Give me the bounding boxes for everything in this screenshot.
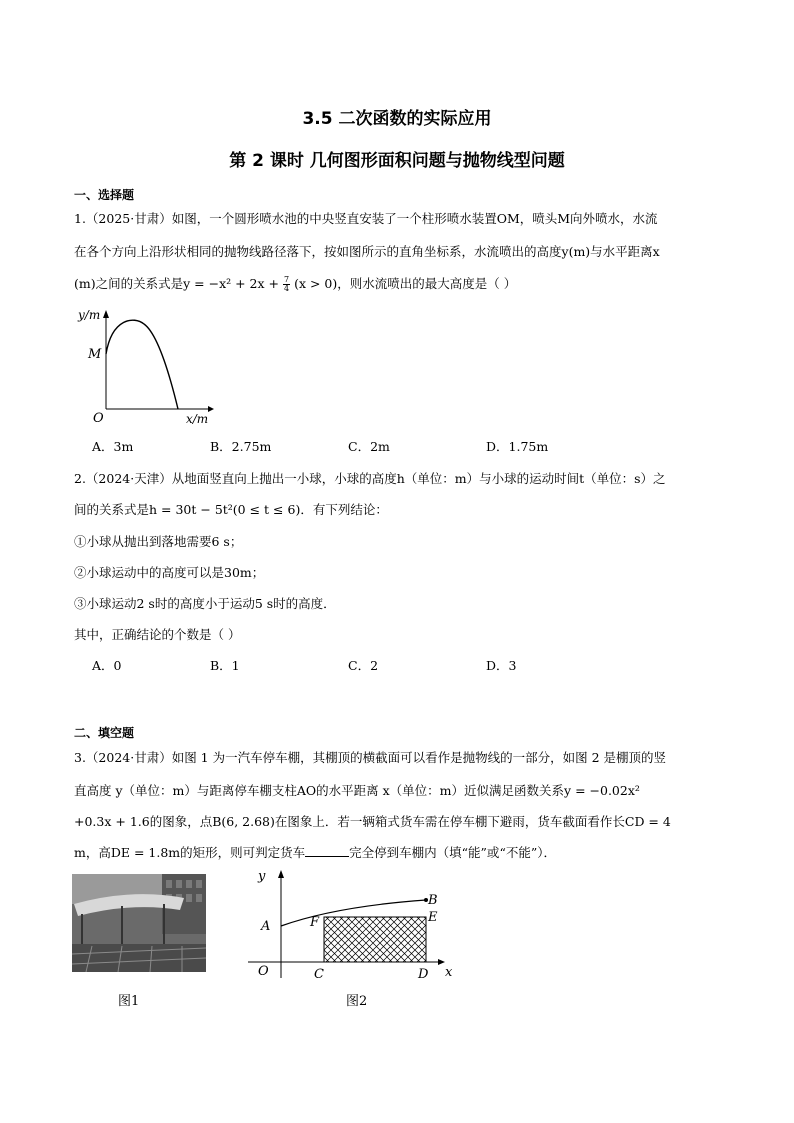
q1-option-c[interactable]: C．2m bbox=[348, 439, 390, 454]
q3-line4 bbox=[74, 843, 556, 861]
q2-option-b[interactable]: B．1 bbox=[210, 658, 240, 673]
fig2-x-label: x bbox=[445, 965, 453, 980]
page-title: 3.5 二次函数的实际应用 bbox=[302, 109, 492, 129]
point-B-label: B bbox=[428, 893, 438, 908]
q2-option-a[interactable]: A．0 bbox=[92, 658, 122, 673]
fig2-y-label: y bbox=[258, 869, 266, 884]
section-heading-choice: 一、选择题 bbox=[74, 188, 135, 202]
q1-option-b[interactable]: B．2.75m bbox=[210, 439, 272, 454]
q1-frac-num: 7 bbox=[283, 275, 290, 284]
q2-conclusion-2: ②小球运动中的高度可以是30m； bbox=[74, 565, 265, 580]
point-C-label: C bbox=[314, 967, 324, 982]
q2-option-c[interactable]: C．2 bbox=[348, 658, 379, 673]
fig2-origin-label: O bbox=[258, 964, 269, 979]
origin-label: O bbox=[93, 411, 104, 426]
truck-rectangle bbox=[324, 917, 426, 962]
point-E-label: E bbox=[428, 910, 438, 925]
y-axis-label: y/m bbox=[78, 308, 101, 322]
x-axis-label: x/m bbox=[186, 412, 209, 426]
q1-line2: 在各个方向上沿形状相同的抛物线路径落下，按如图所示的直角坐标系，水流喷出的高度y(m)与水平距离x bbox=[74, 244, 660, 259]
q1-frac-den: 4 bbox=[283, 284, 290, 293]
fig2-y-arrow bbox=[278, 870, 284, 878]
q3-line4-post: 完全停到车棚内（填“能”或“不能”）． bbox=[349, 845, 556, 860]
q3-figure2 bbox=[240, 866, 460, 984]
q1-line3 bbox=[74, 274, 516, 293]
lesson-subtitle: 第 2 课时 几何图形面积问题与抛物线型问题 bbox=[229, 151, 565, 171]
q1-option-d[interactable]: D．1.75m bbox=[486, 439, 549, 454]
q3-line1: 3.（2024·甘肃）如图 1 为一汽车停车棚，其棚顶的横截面可以看作是抛物线的一部分，如图 2 是棚顶的竖 bbox=[74, 750, 667, 765]
q2-question: 其中，正确结论的个数是（ ） bbox=[74, 627, 241, 642]
x-axis-arrow bbox=[208, 406, 214, 412]
q2-line1: 2.（2024·天津）从地面竖直向上抛出一小球，小球的高度h（单位：m）与小球的运动时间t（单位：s）之 bbox=[74, 471, 666, 486]
q2-line2: 间的关系式是h = 30t − 5t²(0 ≤ t ≤ 6)．有下列结论： bbox=[74, 502, 388, 517]
q1-option-a[interactable]: A．3m bbox=[92, 439, 134, 454]
point-A-label: A bbox=[261, 919, 271, 934]
q1-line1: 1.（2025·甘肃）如图，一个圆形喷水池的中央竖直安装了一个柱形喷水装置OM，喷头M向外喷水，水流 bbox=[74, 211, 658, 226]
figure1-caption: 图1 bbox=[118, 994, 140, 1009]
fig2-x-arrow bbox=[438, 959, 445, 965]
q2-conclusion-3: ③小球运动2 s时的高度小于运动5 s时的高度． bbox=[74, 596, 336, 611]
q3-line2: 直高度 y（单位：m）与距离停车棚支柱AO的水平距离 x（单位：m）近似满足函数关系y = −0.02x² bbox=[74, 783, 640, 798]
carport-photo bbox=[72, 874, 206, 972]
y-axis-arrow bbox=[103, 310, 109, 318]
q2-conclusion-1: ①小球从抛出到落地需要6 s； bbox=[74, 534, 243, 549]
q3-answer-blank[interactable] bbox=[305, 846, 349, 857]
q1-line3-pre: (m)之间的关系式是y = −x² + 2x + bbox=[74, 276, 279, 291]
q3-line4-pre: m，高DE = 1.8m的矩形，则可判定货车 bbox=[74, 845, 306, 860]
q1-fraction bbox=[283, 276, 290, 293]
figure2-caption: 图2 bbox=[346, 994, 368, 1009]
point-F-label: F bbox=[310, 915, 320, 930]
section-heading-fill: 二、填空题 bbox=[74, 726, 135, 740]
point-D-label: D bbox=[418, 967, 429, 982]
q1-line3-post: (x > 0)，则水流喷出的最大高度是（ ） bbox=[294, 276, 517, 291]
q3-line3: +0.3x + 1.6的图象，点B(6, 2.68)在图象上．若一辆箱式货车需在停车棚下避雨，货车截面看作长CD = 4 bbox=[74, 814, 671, 829]
point-M-label: M bbox=[88, 347, 102, 362]
q2-option-d[interactable]: D．3 bbox=[486, 658, 517, 673]
parabola-curve bbox=[106, 320, 178, 409]
q1-graph bbox=[72, 306, 217, 428]
